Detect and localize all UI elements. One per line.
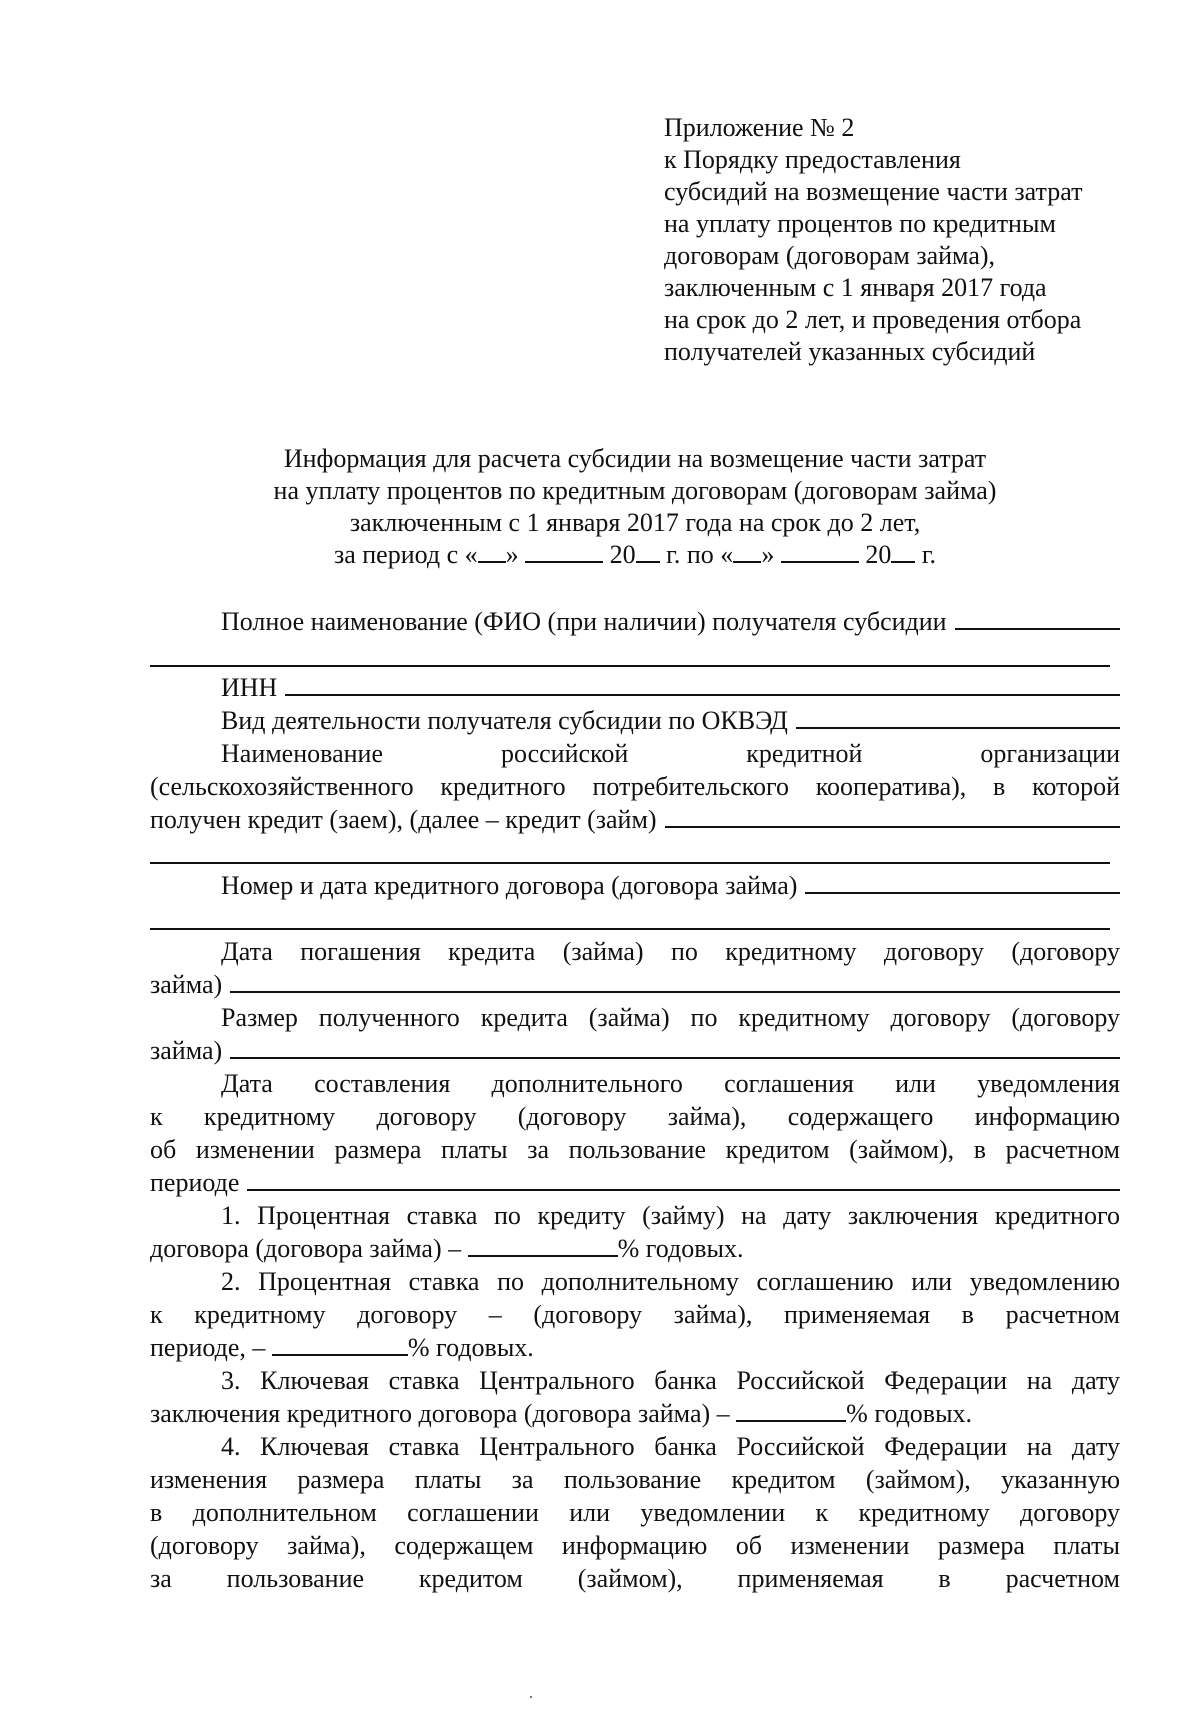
annex-line: субсидий на возмещение части затрат (664, 177, 1083, 206)
period-start-month-blank (525, 541, 603, 563)
repay-blank (230, 969, 1120, 993)
supp-blank (247, 1167, 1120, 1191)
repay-field: займа) (150, 969, 1120, 1001)
item-4-line-4: (договору займа), содержащем информацию об изменении размера платы (150, 1531, 1120, 1560)
item-2-rate-blank (272, 1334, 408, 1356)
supp-line-1: Дата составления дополнительного соглашения или уведомления (221, 1069, 1120, 1098)
item-1-rate-blank (468, 1235, 618, 1257)
item-1-line-1: 1. Процентная ставка по кредиту (займу) на дату заключения кредитного (221, 1201, 1120, 1230)
item-3-line-1: 3. Ключевая ставка Центрального банка Российской Федерации на дату (221, 1366, 1120, 1395)
bank-line-1: Наименование российской кредитной организации (221, 739, 1120, 768)
annex-line: заключенным с 1 января 2017 года (664, 273, 1047, 302)
title-line: на уплату процентов по кредитным договорам (договорам займа) (273, 476, 997, 505)
item-2-line-2: к кредитному договору – (договору займа), применяемая в расчетном (150, 1300, 1120, 1329)
amount-line-1: Размер полученного кредита (займа) по кредитному договору (договору (221, 1003, 1120, 1032)
item-1-rate: договора (договора займа) – % годовых. (150, 1234, 744, 1263)
amount-blank (230, 1035, 1120, 1059)
full-name-blank-continuation (150, 665, 1110, 667)
okved-blank (796, 705, 1120, 729)
period-end-day-blank (733, 541, 761, 563)
annex-line: на уплату процентов по кредитным (664, 209, 1056, 238)
title-period-line: за период с « » 20 г. по « » 20 г. (333, 540, 937, 569)
item-3-rate-blank (736, 1400, 846, 1422)
title-line: Информация для расчета субсидии на возмещение части затрат (283, 444, 987, 473)
annex-line: на срок до 2 лет, и проведения отбора (664, 305, 1082, 334)
okved-field: Вид деятельности получателя субсидии по ОКВЭД (150, 705, 1120, 737)
repay-line-1: Дата погашения кредита (займа) по кредитному договору (договору (221, 937, 1120, 966)
scan-speck (530, 1696, 532, 1698)
contract-field: Номер и дата кредитного договора (договора займа) (150, 870, 1120, 902)
item-3-rate: заключения кредитного договора (договора займа) – % годовых. (150, 1399, 973, 1428)
supp-line-2: к кредитному договору (договору займа), содержащего информацию (150, 1102, 1120, 1131)
full-name-blank (955, 606, 1120, 630)
annex-line: Приложение № 2 (664, 113, 855, 142)
contract-blank-continuation (150, 928, 1110, 930)
bank-blank (665, 804, 1120, 828)
period-end-year-blank (891, 541, 915, 563)
period-start-year-blank (636, 541, 660, 563)
annex-line: получателей указанных субсидий (664, 337, 1036, 366)
title-line: заключенным с 1 января 2017 года на срок до 2 лет, (349, 508, 921, 537)
period-end-month-blank (781, 541, 859, 563)
annex-line: к Порядку предоставления (664, 145, 961, 174)
bank-field: получен кредит (заем), (далее – кредит (займ) (150, 804, 1120, 836)
item-4-line-3: в дополнительном соглашении или уведомлении к кредитному договору (150, 1498, 1120, 1527)
item-2-rate: периоде, – % годовых. (150, 1333, 534, 1362)
annex-line: договорам (договорам займа), (664, 241, 996, 270)
item-4-line-5: за пользование кредитом (займом), применяемая в расчетном (150, 1564, 1120, 1593)
supp-line-3: об изменении размера платы за пользование кредитом (займом), в расчетном (150, 1135, 1120, 1164)
bank-line-2: (сельскохозяйственного кредитного потребительского кооператива), в которой (150, 772, 1120, 801)
item-4-line-2: изменения размера платы за пользование кредитом (займом), указанную (150, 1465, 1120, 1494)
document-title (150, 443, 1120, 571)
bank-blank-continuation (150, 862, 1110, 864)
item-2-line-1: 2. Процентная ставка по дополнительному соглашению или уведомлению (221, 1267, 1120, 1296)
annex-header (664, 112, 1134, 368)
supp-field: периоде (150, 1167, 1120, 1199)
period-start-day-blank (478, 541, 506, 563)
inn-blank (285, 672, 1120, 696)
contract-blank (805, 870, 1120, 894)
item-4-line-1: 4. Ключевая ставка Центрального банка Российской Федерации на дату (221, 1432, 1120, 1461)
full-name-field: Полное наименование (ФИО (при наличии) получателя субсидии (150, 606, 1120, 638)
inn-field: ИНН (150, 672, 1120, 704)
amount-field: займа) (150, 1035, 1120, 1067)
